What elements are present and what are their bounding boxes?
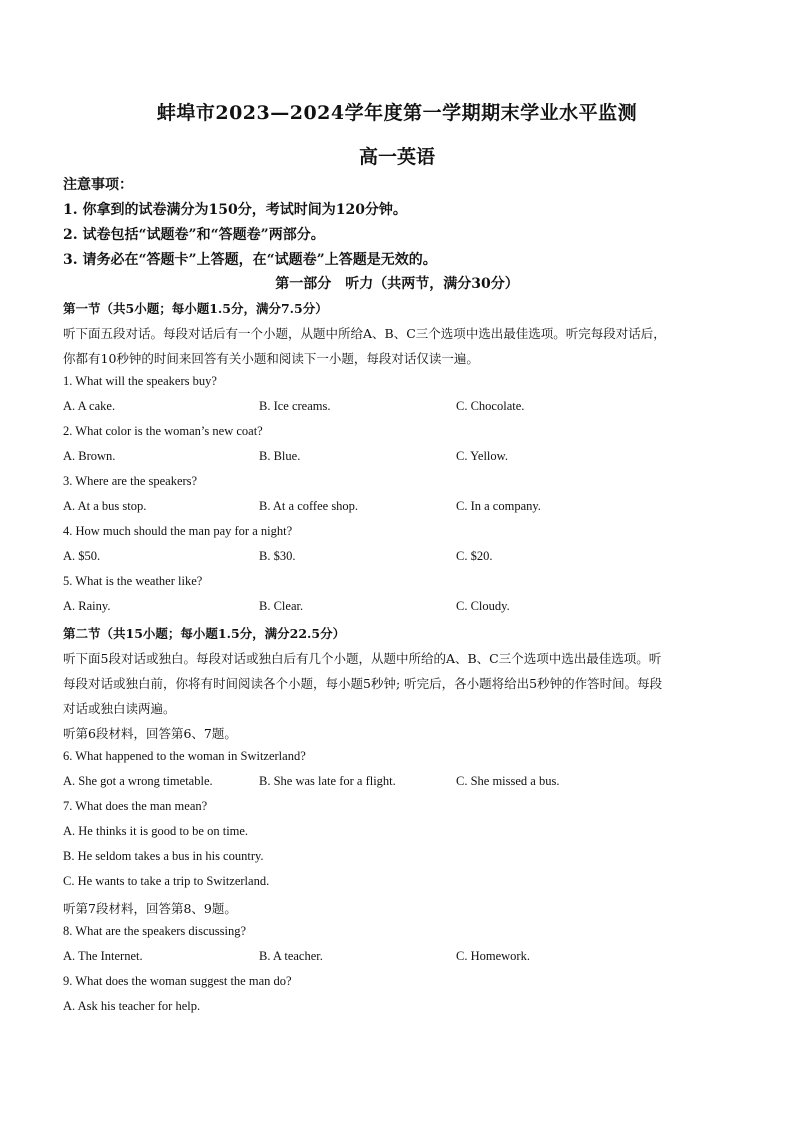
- q3-option-a: A. At a bus stop.: [63, 499, 147, 513]
- q4-option-a: A. $50.: [63, 549, 101, 563]
- material-6-note: 听第6段材料，回答第6、7题。: [63, 726, 237, 741]
- notice-item-3: 3. 请务必在“答题卡”上答题，在“试题卷”上答题是无效的。: [63, 252, 437, 268]
- part1-heading: 第一部分 听力（共两节，满分30分）: [275, 276, 519, 292]
- q5-option-c: C. Cloudy.: [456, 599, 510, 613]
- material-7-note: 听第7段材料，回答第8、9题。: [63, 901, 237, 916]
- question-6: 6. What happened to the woman in Switzerland?: [63, 749, 306, 763]
- question-1: 1. What will the speakers buy?: [63, 374, 217, 388]
- question-5: 5. What is the weather like?: [63, 574, 203, 588]
- section2-instructions-1: 听下面5段对话或独白。每段对话或独白后有几个小题，从题中所给的A、B、C三个选项中选出最佳选项。听: [63, 651, 662, 666]
- question-3: 3. Where are the speakers?: [63, 474, 198, 488]
- section1-heading: 第一节（共5小题；每小题1.5分，满分7.5分）: [63, 301, 328, 316]
- q4-option-b: B. $30.: [259, 549, 296, 563]
- question-2: 2. What color is the woman’s new coat?: [63, 424, 263, 438]
- q5-option-b: B. Clear.: [259, 599, 304, 613]
- exam-title: 蚌埠市2023—2024学年度第一学期期末学业水平监测: [156, 102, 638, 124]
- notice-item-2: 2. 试卷包括“试题卷”和“答题卷”两部分。: [63, 227, 325, 243]
- question-8: 8. What are the speakers discussing?: [63, 924, 247, 938]
- q2-option-b: B. Blue.: [259, 449, 301, 463]
- section2-instructions-3: 对话或独白读两遍。: [63, 701, 176, 716]
- q7-option-b: B. He seldom takes a bus in his country.: [63, 849, 264, 863]
- section1-instructions-1: 听下面五段对话。每段对话后有一个小题，从题中所给A、B、C三个选项中选出最佳选项。听完每段对话后，: [63, 326, 666, 341]
- exam-subtitle: 高一英语: [358, 146, 435, 168]
- q1-option-b: B. Ice creams.: [259, 399, 331, 413]
- q6-option-b: B. She was late for a flight.: [259, 774, 396, 788]
- q3-option-c: C. In a company.: [456, 499, 541, 513]
- q1-option-a: A. A cake.: [63, 399, 116, 413]
- q6-option-c: C. She missed a bus.: [456, 774, 560, 788]
- q3-option-b: B. At a coffee shop.: [259, 499, 359, 513]
- q9-option-a: A. Ask his teacher for help.: [63, 999, 201, 1013]
- q2-option-c: C. Yellow.: [456, 449, 508, 463]
- q2-option-a: A. Brown.: [63, 449, 116, 463]
- q4-option-c: C. $20.: [456, 549, 493, 563]
- notice-item-1: 1. 你拿到的试卷满分为150分，考试时间为120分钟。: [63, 202, 407, 218]
- q7-option-a: A. He thinks it is good to be on time.: [63, 824, 249, 838]
- question-7: 7. What does the man mean?: [63, 799, 208, 813]
- q8-option-c: C. Homework.: [456, 949, 530, 963]
- q8-option-b: B. A teacher.: [259, 949, 323, 963]
- section2-heading: 第二节（共15小题；每小题1.5分，满分22.5分）: [63, 626, 346, 641]
- q7-option-c: C. He wants to take a trip to Switzerland.: [63, 874, 270, 888]
- question-9: 9. What does the woman suggest the man do?: [63, 974, 292, 988]
- section2-instructions-2: 每段对话或独白前，你将有时间阅读各个小题，每小题5秒钟; 听完后，各小题将给出5秒钟的作答时间。每段: [63, 676, 663, 691]
- q6-option-a: A. She got a wrong timetable.: [63, 774, 213, 788]
- question-4: 4. How much should the man pay for a night?: [63, 524, 293, 538]
- q1-option-c: C. Chocolate.: [456, 399, 525, 413]
- q8-option-a: A. The Internet.: [63, 949, 143, 963]
- notice-heading: 注意事项：: [63, 177, 133, 193]
- section1-instructions-2: 你都有10秒钟的时间来回答有关小题和阅读下一小题，每段对话仅读一遍。: [63, 351, 479, 366]
- q5-option-a: A. Rainy.: [63, 599, 111, 613]
